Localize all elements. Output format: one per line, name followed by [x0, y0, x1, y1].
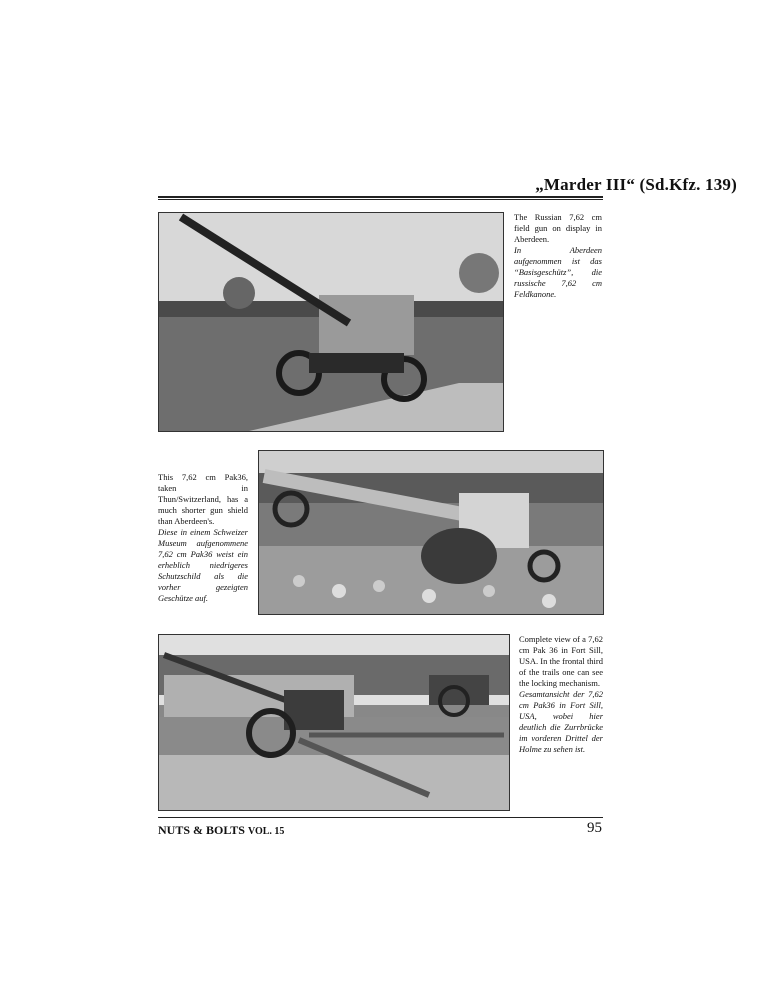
page-title: „Marder III“ (Sd.Kfz. 139)	[535, 175, 737, 194]
field-gun-image	[159, 213, 503, 431]
caption-english: Complete view of a 7,62 cm Pak 36 in Fort Sill, USA. In the frontal third of the trails one can see the locking mechanism.	[519, 634, 603, 688]
caption-german: In Aberdeen aufgenommen ist das “Basisgeschütz”, die russische 7,62 cm Feldkanone.	[514, 245, 602, 299]
caption-german: Diese in einem Schweizer Museum aufgenommene 7,62 cm Pak36 weist ein erheblich niedrigeres Schutzschild als die vorher gezeigten Geschütze auf.	[158, 527, 248, 603]
header-rule	[158, 196, 603, 198]
pak36-fort-sill-photo	[158, 634, 510, 811]
russian-field-gun-photo	[158, 212, 504, 432]
pak36-fort-sill-image	[159, 635, 509, 810]
footer-volume: VOL. 15	[247, 826, 285, 837]
pak36-fort-sill-caption	[519, 634, 603, 755]
footer-rule	[158, 817, 603, 818]
caption-english: The Russian 7,62 cm field gun on display in Aberdeen.	[514, 212, 602, 244]
pak36-thun-photo	[258, 450, 604, 615]
footer-series-label	[158, 823, 284, 838]
caption-german: Gesamtansicht der 7,62 cm Pak36 in Fort Sill, USA, wobei hier deutlich die Zurrbrücke im vorderen Drittel der Holme zu sehen ist.	[519, 689, 603, 754]
header-rule-thin	[158, 199, 603, 200]
pak36-thun-image	[259, 451, 603, 614]
pak36-thun-caption	[158, 472, 248, 604]
russian-field-gun-caption	[514, 212, 602, 300]
footer-series: NUTS & BOLTS	[158, 823, 245, 837]
page-number: 95	[587, 820, 602, 836]
caption-english: This 7,62 cm Pak36, taken in Thun/Switzerland, has a much shorter gun shield than Aberdeen's.	[158, 472, 248, 526]
